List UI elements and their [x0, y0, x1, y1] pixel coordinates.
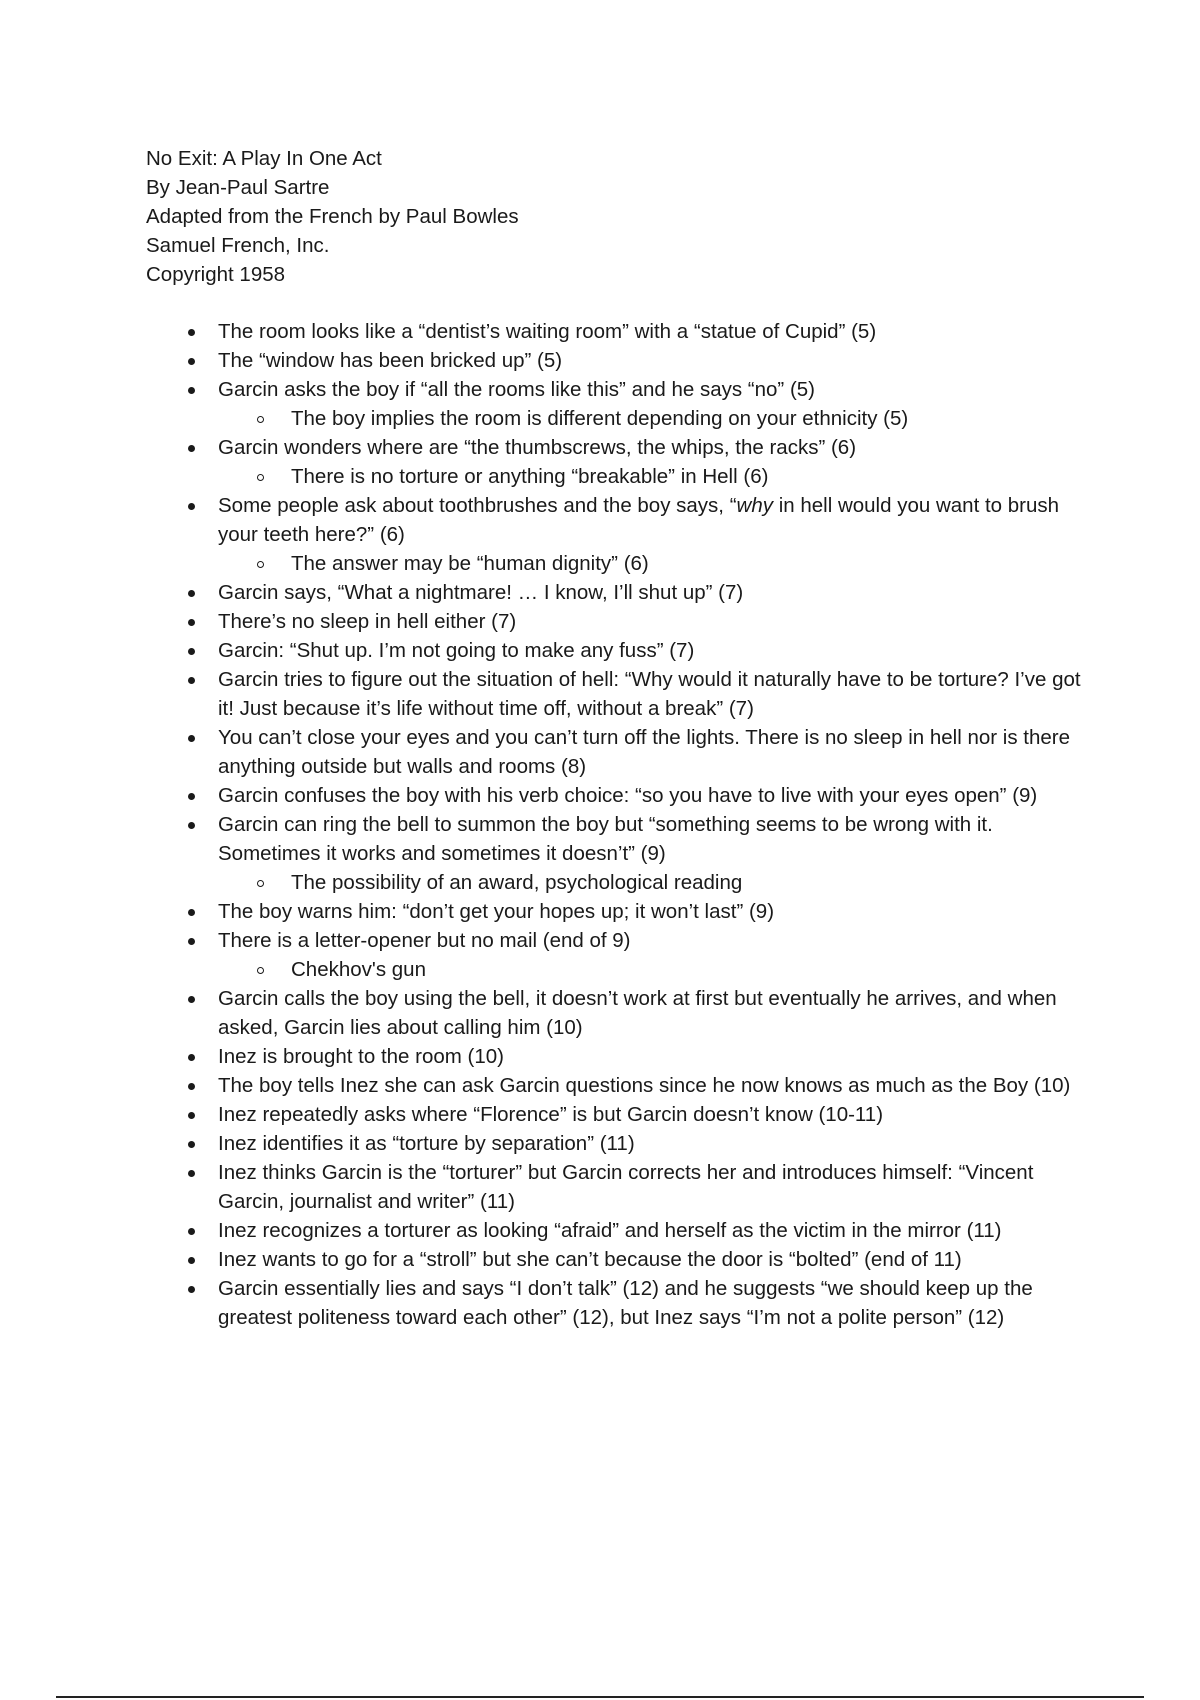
- bullet-item: [218, 781, 1098, 810]
- note-text: Garcin says, “What a nightmare! … I know, I’ll shut up” (7): [218, 581, 744, 604]
- note-text: Garcin tries to figure out the situation of hell: “Why would it naturally have to be torture? I’ve got it! Just because it’s life without time off, without a break” (7): [218, 668, 1081, 720]
- bullet-item: [218, 375, 1098, 404]
- note-text: Some people ask about toothbrushes and the boy says, “: [218, 494, 737, 517]
- bullet-item: [218, 984, 1098, 1042]
- bullet-item: [218, 578, 1098, 607]
- bullet-item: [218, 926, 1098, 955]
- note-text: Garcin essentially lies and says “I don’t talk” (12) and he suggests “we should keep up the greatest politeness toward each other” (12), but Inez says “I’m not a polite person” (12): [218, 1277, 1033, 1329]
- note-text: You can’t close your eyes and you can’t turn off the lights. There is no sleep in hell nor is there anything outside but walls and rooms (8): [218, 726, 1071, 778]
- note-text: There’s no sleep in hell either (7): [218, 610, 517, 633]
- play-title: No Exit: A Play In One Act: [146, 147, 382, 170]
- note-text: There is no torture or anything “breakable” in Hell (6): [291, 465, 769, 488]
- bullet-item: [218, 1042, 1098, 1071]
- note-text: Inez is brought to the room (10): [218, 1045, 505, 1068]
- bullet-item: [218, 491, 1098, 549]
- note-text: Garcin calls the boy using the bell, it doesn’t work at first but eventually he arrives, and when asked, Garcin lies about calling him (10): [218, 987, 1057, 1039]
- page-bottom-rule: [56, 1696, 1144, 1698]
- note-text: Garcin: “Shut up. I’m not going to make any fuss” (7): [218, 639, 695, 662]
- note-text: There is a letter-opener but no mail (end of 9): [218, 929, 631, 952]
- notes-list: [218, 317, 1098, 1332]
- sub-bullet-item: [218, 462, 1098, 491]
- bullet-item: [218, 810, 1098, 868]
- bullet-item: [218, 1216, 1098, 1245]
- sub-bullet-item: [218, 549, 1098, 578]
- bullet-item: [218, 346, 1098, 375]
- note-text: The boy implies the room is different depending on your ethnicity (5): [291, 407, 909, 430]
- note-text: Garcin can ring the bell to summon the boy but “something seems to be wrong with it. Sometimes it works and sometimes it doesn’t” (9): [218, 813, 993, 865]
- sub-bullet-item: [218, 404, 1098, 433]
- bullet-item: [218, 1245, 1098, 1274]
- bullet-item: [218, 665, 1098, 723]
- note-text: Inez identifies it as “torture by separation” (11): [218, 1132, 635, 1155]
- publisher-line: Samuel French, Inc.: [146, 234, 330, 257]
- note-text: The room looks like a “dentist’s waiting room” with a “statue of Cupid” (5): [218, 320, 877, 343]
- note-text: Inez thinks Garcin is the “torturer” but Garcin corrects her and introduces himself: “Vincent Garcin, journalist and writer” (11): [218, 1161, 1034, 1213]
- note-text: The boy tells Inez she can ask Garcin questions since he now knows as much as the Boy (10): [218, 1074, 1071, 1097]
- bullet-item: [218, 317, 1098, 346]
- bullet-item: [218, 897, 1098, 926]
- bullet-item: [218, 636, 1098, 665]
- note-text: Garcin asks the boy if “all the rooms like this” and he says “no” (5): [218, 378, 816, 401]
- note-text: in hell would you want to brush your teeth here?” (6): [218, 494, 1060, 546]
- bullet-item: [218, 723, 1098, 781]
- sub-bullet-item: [218, 868, 1098, 897]
- note-text: The possibility of an award, psychological reading: [291, 871, 743, 894]
- note-text: Inez recognizes a torturer as looking “afraid” and herself as the victim in the mirror (11): [218, 1219, 1002, 1242]
- bullet-item: [218, 1071, 1098, 1100]
- bullet-item: [218, 1158, 1098, 1216]
- sub-bullet-item: [218, 955, 1098, 984]
- bullet-item: [218, 433, 1098, 462]
- author-line: By Jean-Paul Sartre: [146, 176, 330, 199]
- emphasized-text: why: [736, 494, 773, 517]
- note-text: Inez repeatedly asks where “Florence” is but Garcin doesn’t know (10-11): [218, 1103, 884, 1126]
- document-header: [146, 144, 519, 289]
- note-text: The answer may be “human dignity” (6): [291, 552, 649, 575]
- note-text: Inez wants to go for a “stroll” but she can’t because the door is “bolted” (end of 11): [218, 1248, 962, 1271]
- note-text: Chekhov's gun: [291, 958, 426, 981]
- note-text: Garcin confuses the boy with his verb choice: “so you have to live with your eyes open” (9): [218, 784, 1038, 807]
- bullet-item: [218, 1129, 1098, 1158]
- note-text: The boy warns him: “don’t get your hopes up; it won’t last” (9): [218, 900, 775, 923]
- bullet-item: [218, 1100, 1098, 1129]
- adaptation-line: Adapted from the French by Paul Bowles: [146, 205, 519, 228]
- note-text: The “window has been bricked up” (5): [218, 349, 563, 372]
- copyright-line: Copyright 1958: [146, 263, 286, 286]
- bullet-item: [218, 607, 1098, 636]
- note-text: Garcin wonders where are “the thumbscrews, the whips, the racks” (6): [218, 436, 857, 459]
- bullet-item: [218, 1274, 1098, 1332]
